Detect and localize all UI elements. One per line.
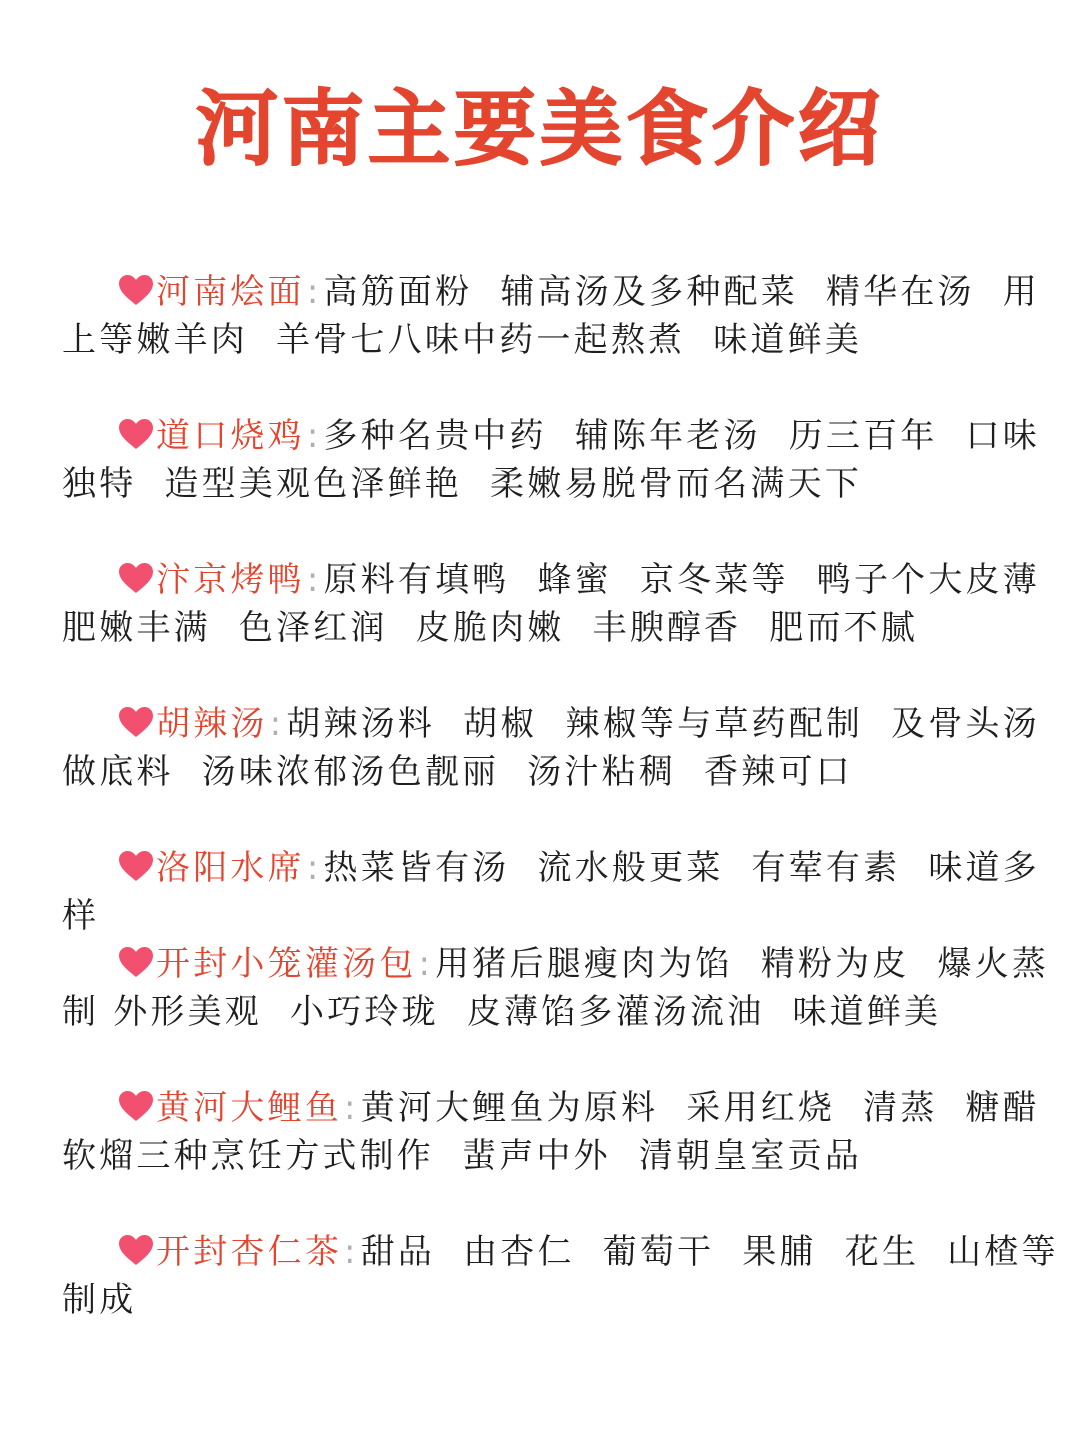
food-entry-almond-tea — [62, 1180, 1066, 1372]
food-name: 道口烧鸡 — [156, 416, 305, 456]
food-description: 胡辣汤料 胡椒 辣椒等与草药配制 及骨头汤做底料 汤味浓郁汤色靓丽 汤汁粘稠 香辣可口 — [62, 704, 1040, 792]
food-name: 河南烩面 — [156, 272, 305, 312]
food-name: 开封小笼灌汤包 — [156, 944, 417, 984]
heart-icon — [118, 274, 154, 306]
heart-icon — [118, 1234, 154, 1266]
separator-colon: : — [344, 1232, 359, 1272]
food-name: 洛阳水席 — [156, 848, 305, 888]
food-description: 高筋面粉 辅高汤及多种配菜 精华在汤 用上等嫩羊肉 羊骨七八味中药一起熬煮 味道鲜美 — [62, 272, 1040, 360]
food-description: 多种名贵中药 辅陈年老汤 历三百年 口味独特 造型美观色泽鲜艳 柔嫩易脱骨而名满天下 — [62, 416, 1040, 504]
food-name: 黄河大鲤鱼 — [156, 1088, 343, 1128]
page-title: 河南主要美食介绍 — [195, 82, 884, 177]
separator-colon: : — [269, 704, 285, 744]
heart-icon — [118, 706, 154, 738]
heart-icon — [118, 850, 154, 882]
heart-icon — [118, 418, 154, 450]
food-name: 开封杏仁茶 — [156, 1232, 343, 1272]
separator-colon: : — [306, 416, 322, 456]
separator-colon: : — [344, 1088, 359, 1128]
separator-colon: : — [306, 848, 322, 888]
food-description: 甜品 由杏仁 葡萄干 果脯 花生 山楂等制成 — [62, 1232, 1059, 1320]
food-description: 原料有填鸭 蜂蜜 京冬菜等 鸭子个大皮薄肥嫩丰满 色泽红润 皮脆肉嫩 丰腴醇香 肥而不腻 — [62, 560, 1040, 648]
heart-icon — [118, 1090, 154, 1122]
food-name: 胡辣汤 — [156, 704, 268, 744]
separator-colon: : — [418, 944, 434, 984]
heart-icon — [118, 946, 154, 978]
food-description: 用猪后腿瘦肉为馅 精粉为皮 爆火蒸制 外形美观 小巧玲珑 皮薄馅多灌汤流油 味道鲜美 — [62, 944, 1050, 1032]
heart-icon — [118, 562, 154, 594]
food-name: 汴京烤鸭 — [156, 560, 305, 600]
food-description: 黄河大鲤鱼为原料 采用红烧 清蒸 糖醋软熘三种烹饪方式制作 蜚声中外 清朝皇室贡品 — [62, 1088, 1040, 1176]
separator-colon: : — [306, 272, 322, 312]
food-description: 热菜皆有汤 流水般更菜 有荤有素 味道多样 — [62, 848, 1040, 936]
separator-colon: : — [306, 560, 322, 600]
